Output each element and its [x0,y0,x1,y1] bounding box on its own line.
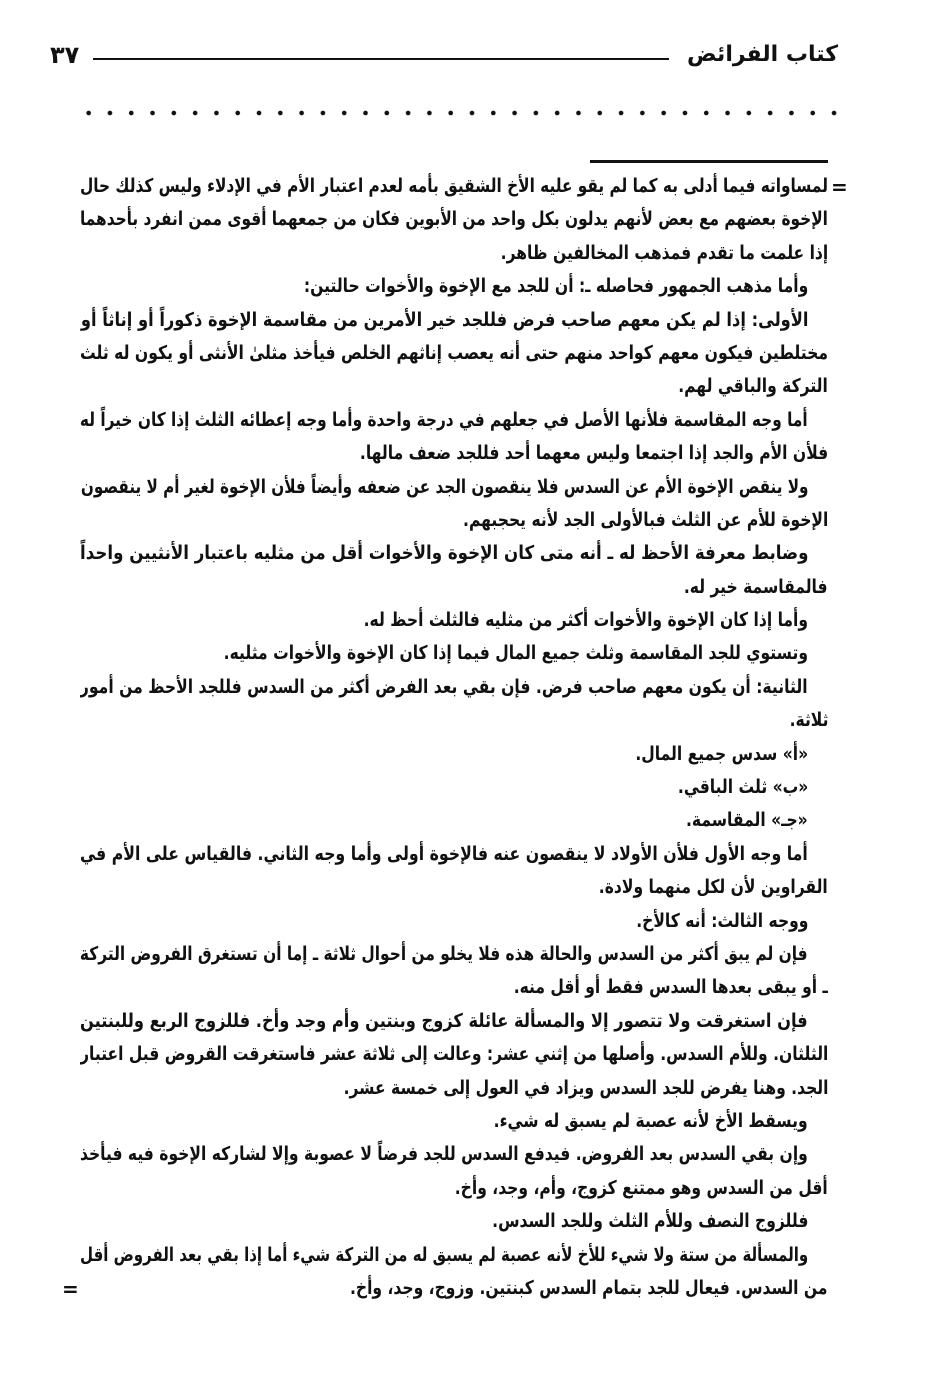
text-line [80,938,828,971]
text-line-content: والمسألة من ستة ولا شيء للأخ لأنه عصبة لم يسبق له من التركة شيء أما إذا بقي بعد الفروض أقل [80,1243,808,1266]
text-line-content: الأولى: إذا لم يكن معهم صاحب فرض فللجد خير الأمرين من مقاسمة الإخوة ذكوراً أو إناثاً أو [80,308,808,331]
text-line [80,437,828,470]
list-item-text: «جـ» المقاسمة. [686,809,808,832]
text-line [80,671,828,704]
text-line-content: ووجه الثالث: أنه كالأخ. [635,909,808,932]
list-item [80,738,828,771]
text-line [80,1072,828,1105]
running-header [50,38,838,72]
text-line [80,304,828,337]
text-line-content: الجد. وهنا يفرض للجد السدس ويزاد في العول إلى خمسة عشر. [343,1076,828,1099]
text-line [80,170,828,203]
text-line [80,637,828,670]
page-number: ٣٧ [50,41,80,69]
text-line-content: الثلثان. وللأم السدس. وأصلها من إثني عشر: وعالت إلى ثلاثة عشر فاستغرقت القروض قبل اعتبار [80,1043,828,1066]
text-line [80,571,828,604]
text-line [80,404,828,437]
text-line-content: وضابط معرفة الأحظ له ـ أنه متى كان الإخوة والأخوات أقل من مثليه باعتبار الأنثيين واحداً [80,542,808,565]
text-line-content: فإن لم يبق أكثر من السدس والحالة هذه فلا يخلو من أحوال ثلاثة ـ إما أن تستغرق الفروض التركة [80,942,808,965]
list-item [80,804,828,837]
text-line-content: وإن بقي السدس بعد الفروض. فيدفع السدس للجد فرضاً لا عصوبة وإلا لشاركه الإخوة فيه فيأخذ [80,1143,808,1166]
text-line-content: وأما إذا كان الإخوة والأخوات أكثر من مثليه فالثلث أحظ له. [363,609,808,632]
text-line [80,537,828,570]
text-line [80,337,828,370]
text-line [80,905,828,938]
text-line [80,871,828,904]
continuation-mark-end: = [62,1277,79,1301]
header-rule [93,58,669,60]
text-line [80,270,828,303]
text-line-content: لمساواته فيما أدلى به كما لم يقو عليه الأخ الشقيق بأمه لعدم اعتبار الأم في الإدلاء وليس كذلك حال [80,175,828,197]
list-item [80,771,828,804]
text-line [80,704,828,737]
dotted-separator [78,109,844,117]
footnote-separator-rule [590,160,828,163]
text-line [80,838,828,871]
text-line-content: ولا ينقص الإخوة الأم عن السدس فلا ينقصون الجد عن ضعفه وأيضاً فلأن الإخوة لغير أم لا ينقصون [80,475,808,498]
text-line [80,237,828,270]
text-line [80,1205,828,1238]
text-line-content: وتستوي للجد المقاسمة وثلث جميع المال فيما إذا كان الإخوة والأخوات مثليه. [223,642,808,665]
text-line [80,1239,828,1272]
list-item-text: «أ» سدس جميع المال. [635,742,808,765]
text-line [80,1172,828,1205]
text-line-content: إذا علمت ما تقدم فمذهب المخالفين ظاهر. [500,241,828,264]
text-line-content: فللزوج النصف وللأم الثلث وللجد السدس. [491,1210,808,1233]
text-line-content: الإخوة بعضهم مع بعض لأنهم يدلون بكل واحد من الأبوين فكان من جمعهما أقوى ممن انفرد بأحدهما [80,208,828,231]
continuation-mark-start: = [831,175,848,199]
text-line [80,1138,828,1171]
page-body-text [80,170,828,1305]
text-line [80,971,828,1004]
text-line [80,504,828,537]
text-line-content: التركة والباقي لهم. [678,375,828,398]
text-line-content: القراوين لأن لكل منهما ولادة. [599,876,828,899]
text-line [80,471,828,504]
text-line [80,1105,828,1138]
text-line-content: أما وجه المقاسمة فلأنها الأصل في جعلهم في درجة واحدة وأما وجه إعطائه الثلث إذا كان خيراً له [80,408,808,431]
text-line-content: فإن استغرقت ولا تتصور إلا والمسألة عائلة كزوج وبنتين وأم وجد وأخ. فللزوج الربع وللبنتين [80,1009,808,1032]
text-line-content: وأما مذهب الجمهور فحاصله ـ: أن للجد مع الإخوة والأخوات حالتين: [303,275,808,298]
chapter-title: كتاب الفرائض [687,42,838,67]
text-line [80,203,828,236]
list-item-text: «ب» ثلث الباقي. [677,776,808,799]
text-line [80,370,828,403]
text-line-content: ـ أو يبقى بعدها السدس فقط أو أقل منه. [513,976,828,999]
text-line-content: فلأن الأم والجد إذا اجتمعا وليس معهما أحد فللجد ضعف مالها. [359,442,828,465]
text-line-content: ويسقط الأخ لأنه عصبة لم يسبق له شيء. [494,1109,808,1132]
text-line-content: الثانية: أن يكون معهم صاحب فرض. فإن بقي بعد الفرض أكثر من السدس فللجد الأحظ من أمور [80,675,808,698]
text-line [80,1038,828,1071]
text-line-content: فالمقاسمة خير له. [684,575,828,598]
text-line [80,1005,828,1038]
text-line-content: من السدس. فيعال للجد بتمام السدس كبنتين. وزوج، وجد، وأخ. [350,1276,828,1299]
text-line [80,1272,828,1305]
text-line-content: أما وجه الأول فلأن الأولاد لا ينقصون عنه فالإخوة أولى وأما وجه الثاني. فالقياس على الأم في [80,842,808,865]
text-line-content: الإخوة للأم عن الثلث فبالأولى الجد لأنه يحجبهم. [462,508,828,531]
text-line [80,604,828,637]
text-line-content: أقل من السدس وهو ممتنع كزوج، وأم، وجد، وأخ. [455,1176,828,1199]
text-line-content: ثلاثة. [789,709,828,732]
text-line-content: مختلطين فيكون معهم كواحد منهم حتى أنه يعصب إناثهم الخلص فيأخذ مثلىٰ الأنثى أو يكون له ثلث [80,341,828,364]
